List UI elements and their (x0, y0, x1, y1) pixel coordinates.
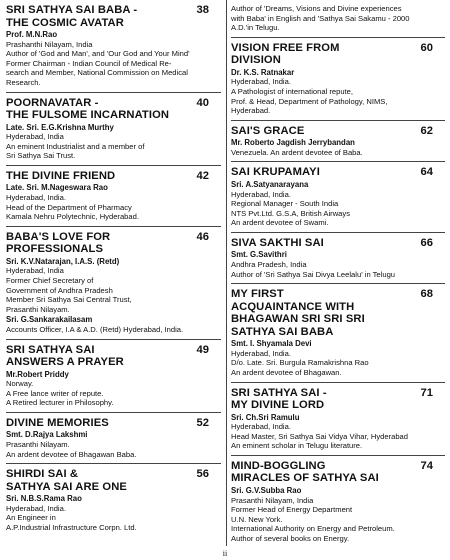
toc-entry-title (6, 231, 110, 256)
toc-page-number: 62 (420, 124, 433, 137)
title-line: MY FIRST (231, 288, 284, 301)
author-detail: D/o. Late. Sri. Burgula Ramakrishna Rao (231, 358, 369, 368)
toc-entry (231, 124, 445, 163)
toc-entry-header (231, 460, 445, 485)
toc-entry-header (231, 42, 445, 67)
toc-entry (6, 3, 221, 93)
author-detail: Prasanthi Nilayam. (6, 304, 70, 314)
author-detail: Former Chief Secretary of (6, 276, 94, 285)
author-detail: An Engineer in (6, 513, 56, 523)
toc-entry-title (231, 288, 365, 338)
author-detail: An eminent scholar in Telugu literature. (231, 441, 363, 451)
author-name: Late. Sri. E.G.Krishna Murthy (6, 122, 114, 132)
author-name: Smt. I. Shyamala Devi (231, 339, 312, 349)
toc-entry-header (6, 170, 221, 183)
toc-entry (6, 467, 221, 536)
title-line: DIVINE MEMORIES (6, 416, 109, 429)
author-detail: Research. (6, 77, 41, 87)
toc-entry (231, 236, 445, 284)
author-detail: International Authority on Energy and Petroleum. (231, 524, 395, 534)
title-line: SRI SATHYA SAI - (231, 386, 327, 399)
author-name: Smt. G.Savithri (231, 250, 287, 260)
title-line: THE FULSOME INCARNATION (6, 109, 170, 122)
toc-entry-header (6, 344, 221, 369)
title-line: BABA'S LOVE FOR (6, 230, 111, 243)
toc-entry-title (231, 460, 379, 485)
continued-detail: A.D.'in Telugu. (231, 23, 280, 33)
toc-entry (6, 169, 221, 227)
author-detail: A Retired lecturer in Philosophy. (6, 398, 114, 408)
toc-entry (6, 416, 221, 464)
author-detail: Author of 'God and Man', and 'Our God and Your Mind' (6, 49, 190, 59)
author-detail: An ardent devotee of Bhagawan. (231, 367, 342, 377)
toc-entry (231, 287, 445, 382)
toc-entry-header (6, 4, 221, 29)
author-detail: Hyderabad, India. (6, 503, 66, 513)
toc-page-number: 46 (196, 230, 209, 243)
author-detail: Hyderabad, India. (231, 77, 291, 87)
left-column (6, 3, 221, 540)
author-detail: Former Head of Energy Department (231, 505, 353, 515)
toc-entry-title (231, 237, 324, 250)
toc-page-number: 66 (420, 236, 433, 249)
author-detail: Hyderabad. (231, 106, 271, 116)
title-line: MIRACLES OF SATHYA SAI (231, 472, 379, 485)
title-line: BHAGAWAN SRI SRI SRI (231, 313, 365, 326)
author-detail: Head of the Department of Pharmacy (6, 202, 132, 212)
toc-entry-header (231, 125, 445, 138)
author-detail: Hyderabad, India. (231, 348, 291, 358)
author-detail: Regional Manager - South India (231, 199, 339, 209)
author-name: Late. Sri. M.Nageswara Rao (6, 183, 108, 193)
author-detail: Hyderabad, India. (231, 189, 291, 199)
toc-page-number: 60 (420, 41, 433, 54)
toc-entry-title (6, 170, 115, 183)
author-detail: A Pathologist of international repute, (231, 86, 354, 96)
author-name: Prof. M.N.Rao (6, 30, 58, 39)
toc-entry-title (6, 344, 124, 369)
toc-page-number: 38 (196, 4, 209, 16)
author-detail: NTS Pvt.Ltd. G.S.A, British Airways (231, 208, 351, 218)
author-detail: Member Sri Sathya Sai Central Trust, (6, 295, 132, 305)
author-detail: A.P.Industrial Infrastructure Corpn. Ltd. (6, 523, 137, 532)
author-name: Sri. A.Satyanarayana (231, 179, 309, 189)
author-detail: A Free lance writer of repute. (6, 388, 104, 398)
title-line: DIVISION (231, 54, 281, 67)
toc-entry-title (6, 97, 169, 122)
author-name: Sri. Ch.Sri Ramulu (231, 412, 300, 422)
author-detail: Author of several books on Energy. (231, 533, 350, 543)
toc-page-number: 74 (420, 459, 433, 472)
toc-entry-header (231, 387, 445, 412)
right-column (231, 3, 445, 551)
toc-entry (231, 459, 445, 548)
author-detail: Venezuela. An ardent devotee of Baba. (231, 147, 363, 157)
author-detail: Head Master, Sri Sathya Sai Vidya Vihar, Hyderabad (231, 431, 409, 441)
toc-entry-header (6, 97, 221, 122)
author-detail: An ardent devotee of Swami. (231, 218, 329, 228)
toc-page-number: 52 (196, 416, 209, 429)
author-name: Sri. G.V.Subba Rao (231, 485, 302, 495)
author-name: Sri. K.V.Natarajan, I.A.S. (Retd) (6, 256, 120, 266)
column-divider (226, 0, 227, 546)
author-detail: Prashanthi Nilayam, India (6, 39, 93, 49)
toc-entry (231, 165, 445, 232)
title-line: SHIRDI SAI & (6, 468, 79, 481)
title-line: POORNAVATAR - (6, 96, 99, 109)
author-detail: Andhra Pradesh, India (231, 260, 307, 269)
continued-entry-text (231, 3, 445, 38)
toc-entry (231, 386, 445, 456)
author-name: Sri. N.B.S.Rama Rao (6, 494, 82, 504)
continued-detail: Author of 'Dreams, Visions and Divine experiences (231, 4, 402, 13)
title-line: SATHYA SAI BABA (231, 325, 334, 338)
author-detail: Kamala Nehru Polytechnic, Hyderabad. (6, 212, 139, 222)
toc-page-number: 42 (196, 169, 209, 182)
toc-entry-header (231, 166, 445, 179)
author-detail: Prasanthi Nilayam, India (231, 495, 314, 505)
toc-entry-title (231, 125, 304, 138)
toc-page-number: 71 (420, 386, 433, 399)
author-detail: Author of 'Sri Sathya Sai Divya Leelalu' in Telugu (231, 269, 396, 279)
title-line: SRI SATHYA SAI (6, 343, 95, 356)
toc-entry-header (6, 468, 221, 493)
toc-entry-header (231, 288, 445, 338)
toc-entry-header (6, 231, 221, 256)
toc-entry-header (231, 237, 445, 250)
toc-page-number: 40 (196, 96, 209, 109)
toc-entry-title (231, 387, 327, 412)
title-line: SATHYA SAI ARE ONE (6, 480, 127, 493)
author-detail: Sri Sathya Sai Trust. (6, 151, 76, 161)
toc-page-number: 64 (420, 166, 433, 179)
toc-entry-title (6, 4, 137, 29)
toc-page-number: 56 (196, 468, 209, 481)
author-detail: An eminent Industrialist and a member of (6, 141, 145, 151)
continued-detail: with Baba' in English and 'Sathya Sai Sakamu - 2000 (231, 13, 410, 23)
title-line: VISION FREE FROM (231, 41, 340, 54)
title-line: PROFESSIONALS (6, 243, 104, 256)
author-detail: An ardent devotee of Bhagawan Baba. (6, 449, 137, 459)
toc-page-number: 68 (420, 288, 433, 301)
author-detail: Prof. & Head, Department of Pathology, NIMS, (231, 96, 388, 106)
title-line: SAI KRUPAMAYI (231, 166, 320, 179)
author-detail: Prasanthi Nilayam. (6, 440, 70, 450)
toc-page-number: 49 (196, 343, 209, 356)
title-line: MY DIVINE LORD (231, 399, 325, 412)
author-detail: Hyderabad, India. (231, 422, 291, 432)
title-line: MIND-BOGGLING (231, 459, 326, 472)
toc-entry (6, 230, 221, 340)
author-detail: Hyderabad, India (6, 132, 64, 142)
toc-entry (6, 96, 221, 166)
author-detail: Government of Andhra Pradesh (6, 285, 113, 295)
author-name: Mr.Robert Priddy (6, 369, 69, 379)
toc-entry (6, 343, 221, 413)
author-name: Smt. D.Rajya Lakshmi (6, 430, 88, 440)
author-detail: Norway. (6, 379, 34, 389)
author-detail: Former Chairman - Indian Council of Medical Re- (6, 58, 172, 68)
author-detail: Hyderabad, India (6, 266, 64, 276)
toc-entry-title (6, 417, 109, 430)
title-line: THE COSMIC AVATAR (6, 16, 124, 29)
title-line: SRI SATHYA SAI BABA - (6, 4, 138, 16)
author-name: Dr. K.S. Ratnakar (231, 67, 295, 77)
author-name: Sri. G.Sankarakailasam (6, 315, 93, 325)
toc-entry-title (231, 166, 320, 179)
page-marker: ii (222, 549, 228, 558)
title-line: SIVA SAKTHI SAI (231, 236, 324, 249)
title-line: ANSWERS A PRAYER (6, 356, 124, 369)
toc-entry-header (6, 417, 221, 430)
title-line: THE DIVINE FRIEND (6, 169, 116, 182)
toc-entry (231, 41, 445, 121)
toc-entry-title (6, 468, 127, 493)
author-detail: search and Member, National Commission on Medical (6, 68, 188, 78)
author-detail: U.N. New York. (231, 514, 283, 524)
author-detail: Hyderabad, India. (6, 193, 66, 203)
toc-entry-title (231, 42, 340, 67)
author-detail: Accounts Officer, I.A & A.D. (Retd) Hyderabad, India. (6, 324, 184, 334)
title-line: ACQUAINTANCE WITH (231, 300, 355, 313)
title-line: SAI'S GRACE (231, 124, 305, 137)
author-name: Mr. Roberto Jagdish Jerrybandan (231, 138, 355, 148)
